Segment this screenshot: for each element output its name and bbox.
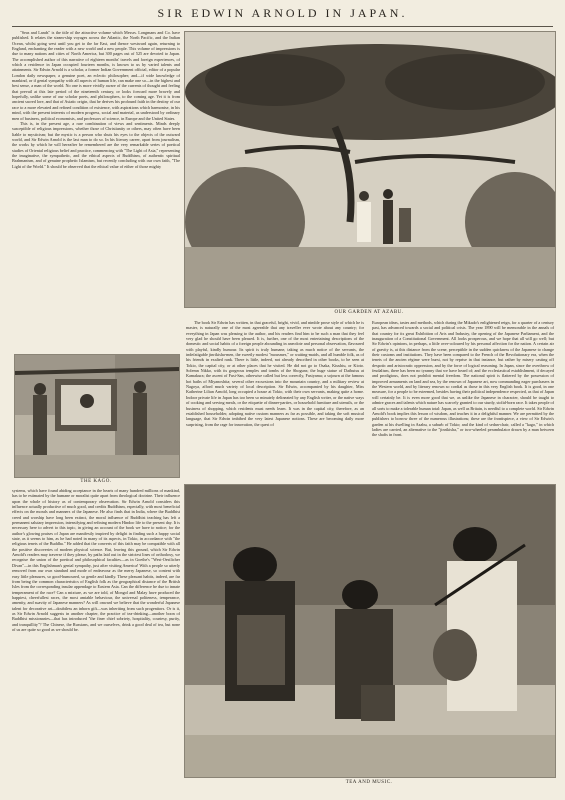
column-3-text — [372, 320, 554, 480]
column-2-text — [186, 320, 364, 480]
garden-caption: OUR GARDEN AT AZABU. — [334, 310, 404, 315]
header-rule — [12, 26, 553, 27]
article-paragraph: "Seas and Lands" is the title of the attractive volume which Messrs. Longmans and Co. have published. It relates the steam-ship voyages across the Atlantic, the North Pacific, and the Indian Ocean, whilst going west until you get to the far East, and thence westward again, returning to England, enchanting the reader with a new world and a new people. This volume of impressions is due to many nations and cities of North America, but 300 pages out of 525 are devoted to Japan. The accomplished author of this narrative of eighteen months' travels and foreign experiences, of which a residence in Japan occupied fourteen months, is known to us by varied talents and attainments. Sir Edwin Arnold is a scholar, a former Indian Government official, editor of a popular London daily newspaper, a genuine poet, an eclectic philosopher; and—if wide knowledge of mankind, or if genial sympathy with all aspects of human life, can make one so—in the highest and best sense, a man of the world. No one is more vividly aware of the currents of thought and feeling that prevail at this late period of the nineteenth century, or looks forward more bravely and hopefully, unlike some of our scholar poets, and philosophers, to the coming age. Yet it is from ancient sacred lore, and that of Asiatic origin, that he derives his profound faith in the destiny of our race to a more elevated and refined condition of existence, with aspirations which harmonise, in his mind, with the present interests of modern progress, social and material, as understood by ordinary men of business, political economists, and professors of science, in Europe and the United States. — [12, 30, 180, 121]
article-paragraph: This is, in the present age, a rare combination of views and sentiments. Minds deeply susceptible of religious impressions, whether those of Christianity or others, may often have been liable to mysticism; but the mystic is a person who shuts his eyes to the objects of the outward world, and Sir Edwin Arnold is the last man to do so. In his literary career, apart from journalism, the works by which he will hereafter be remembered are the very remarkable series of poetical studies of Oriental religious belief and practice, commencing with "The Light of Asia," representing the imaginative, the sympathetic, and the ethical aspects of Buddhism, of authentic spiritual Brahmanism, and of genuine prophetic Islamism, but recently concluding with our own faith, "The Light of the World." It should be observed that the ethical value of either of those mighty — [12, 120, 180, 169]
tea-caption: TEA AND MUSIC. — [345, 780, 393, 785]
article-paragraph: The book Sir Edwin has written, in that graceful, bright, vivid, and nimble prose style of which he is master, is naturally one of the most agreeable that any traveller ever wrote about any country; for everything in Japan was pleasing to the author, and his readers find him to be such a man that they feel very glad he should have been pleased. It is, further, one of the most entertaining descriptions of the domestic and social habits of a foreign people abounding in anecdote and personal observation, flavoured with playful, kindly humour. Its spirit is truly humane, taking as much notice of the servants, the indefatigable jinrikisha-men, the sweetly modest "mousmes," or waiting-maids, and all humble folk, as of his friends in exalted rank. There is little, indeed, not already described in other books, to be seen at Tokio, the capital city, or at other places that he visited. He did not go to Osaka, Kiushiu, or Kioto. Solemn Nikko, with its gorgeous temples and tombs of the Shoguns; the huge statue of Daibutsu at Kamakura; the ascent of Fusi-San, otherwise called but less correctly, Fusiyama; a sojourn at the famous hot baths of Miyanoshita; several other excursions into the mountain country, and a military review at Nagoya, afford much variety of local description. Sir Edwin, accompanied by his daughter, Miss Katherine Lilian Arnold, long occupied a house at Tokio, with their own servants, making quite a home. Indoor private life in Japan has too been so minutely delineated by any English writer, or the native ways of cooking and serving meals, or the etiquette of dinner-parties, or household furniture and utensils, or the business of shopping, which residents must needs learn. It was in the capital city, therefore, as an established householder, adopting native custom manners as far as possible, and taking the soft musical language, that Sir Edwin imbibed the very latest Japanese notions. These are becoming daily more surprising, from the rage for innovation, the quest of — [186, 320, 364, 427]
article-paragraph: systems, which have found abiding acceptance in the hearts of many hundred millions of mankind, has to be estimated by the humane or moralist quite apart from theological doctrine. Their influence upon the whole of history as of contemporary observation. Sir Edwin Arnold considers this influence actually productive of much good, and credits Buddhism, especially, with most beneficial effects on the morals and manners of the Japanese. He also finds that in India, where the Buddhist creed and worship have long been extinct, the moral influence of Buddhist teaching has left a permanent salutary impression, intensifying and refining modern Hindoo life to the present day. It is necessary here to advert to this topic, in giving an account of the book we have to notice; for the author's glowing praises of Japan are manifestly inspired by delight in finding such a happy social state, as it seems to him, as he had noted in many of its aspects, in Tokio, in accordance with "the religious tenets of the Buddha." He added that the converts of this faith may be compatible with all the positive discoveries of modern physical science. But, leaving this ground, which Sir Edwin Arnold's readers may traverse if they please, by paths laid out in the strictest lines of orthodoxy, we recognise the union of the poetical and philosophical faculties—as in Goethe's "West-Oestlicher Divan"—in this Englishman's genial sympathy, just after visiting America! With a people so utterly removed from our own standard and mode of endeavour as the merry Japanese, so content with easy little pleasures, so good-humoured, so gentle and kindly. These pleasant habits, indeed, are far from being the common characteristics of English folk as the geographical distance of the British Isles from the corresponding insular appendage to Eastern Asia. Can the difference be due to innate temperament of the race? Can a mixture, as we are told, of Mongol and Malay have produced the happiest, cheerfullest races, the most amiable behaviour, the universal politeness, temperance, amenity, and suavity of Japanese manners? As will onward we believe that the wonderful Japanese talent for decorative art—doubtless an inborn gift—was inheriting from such progenitors. Or is it, as Sir Edwin Arnold suggests in another chapter, the practice of tea-drinking—another boon of Buddhist missionaries—that has introduced "the finer chief sobriety, hospitality, courtesy, purity, and tranquillity"? The Chinese, the Russians, and we ourselves, drink a good deal of tea, but none of us are quite so good as we should be. — [12, 488, 180, 632]
tea-and-music-illustration — [184, 484, 556, 778]
column-1-bottom-text — [12, 488, 180, 793]
article-paragraph: European ideas, tastes and methods, which during the Mikado's enlightened reign, for a quarter of a century past, has advanced towards a social and political crisis. The year 1890 will be memorable in the annals of that country for its great Exhibition of Arts and Industry, the opening of the Japanese Parliament, and the inauguration of a Constitutional Government. All looks prosperous, and we hope that all will go well; but Sir Edwin's opinions, in perhaps, a little over-coloured by his personal affection for the nation. A certain air of gravity is, at this distance from the scene, perceptible in the sudden quickness of the Japanese to change their customs and institutions. They have been compared to the French of the Revolutionary era, when the tenets of the ancien régime were burst, not by reprise in that instance, but rather by misery casting off despotic and aristocratic oppression, and by the force of logical reasoning. In Japan, since the overthrow of feudalism, there has been no tyranny that we have heard of; and the ecclesiastical establishment, if decayed and prodigious, does not prohibit mental freedom. The national spirit is flattered by the possession of improved armaments on land and sea, by the renown of Japanese art, now commanding eager purchasers in the Western world, and by literary renown so cordial as those in this very English book. It is good, in one measure, for a people to be esteemed, besides having their political independence respected, as that of Japan will certainly be. It is even more good that we, as unlike the Japanese in character, should be taught to admire graces and talents which nature has scarcely granted to our sturdy, stolid-born race. It takes people of all sorts to make a tolerable human total: Japan, as well as Britain, is needful to a complete world. Sir Edwin Arnold's book implies this lesson of wisdom, and teaches it in a delightful manner. We are permitted by the publishers to borrow three of the numerous illustrations; these are the frontispiece, a view of Sir Edwin's garden at his dwelling in Azabu, a suburb of Tokio; and the kind of sedan-chair, called a "kago," in which ladies are carried, an alternative to the "jinrikisha," or two-wheeled perambulator drawn by a man between the shafts in front. — [372, 320, 554, 438]
page-title: SIR EDWIN ARNOLD IN JAPAN. — [157, 6, 408, 20]
kago-engraving — [15, 355, 179, 477]
kago-caption: THE KAGO. — [80, 479, 112, 484]
garden-illustration — [184, 31, 556, 308]
column-1-top-text — [12, 30, 180, 348]
garden-engraving — [185, 32, 555, 307]
kago-illustration — [14, 354, 180, 478]
tea-engraving — [185, 485, 555, 777]
